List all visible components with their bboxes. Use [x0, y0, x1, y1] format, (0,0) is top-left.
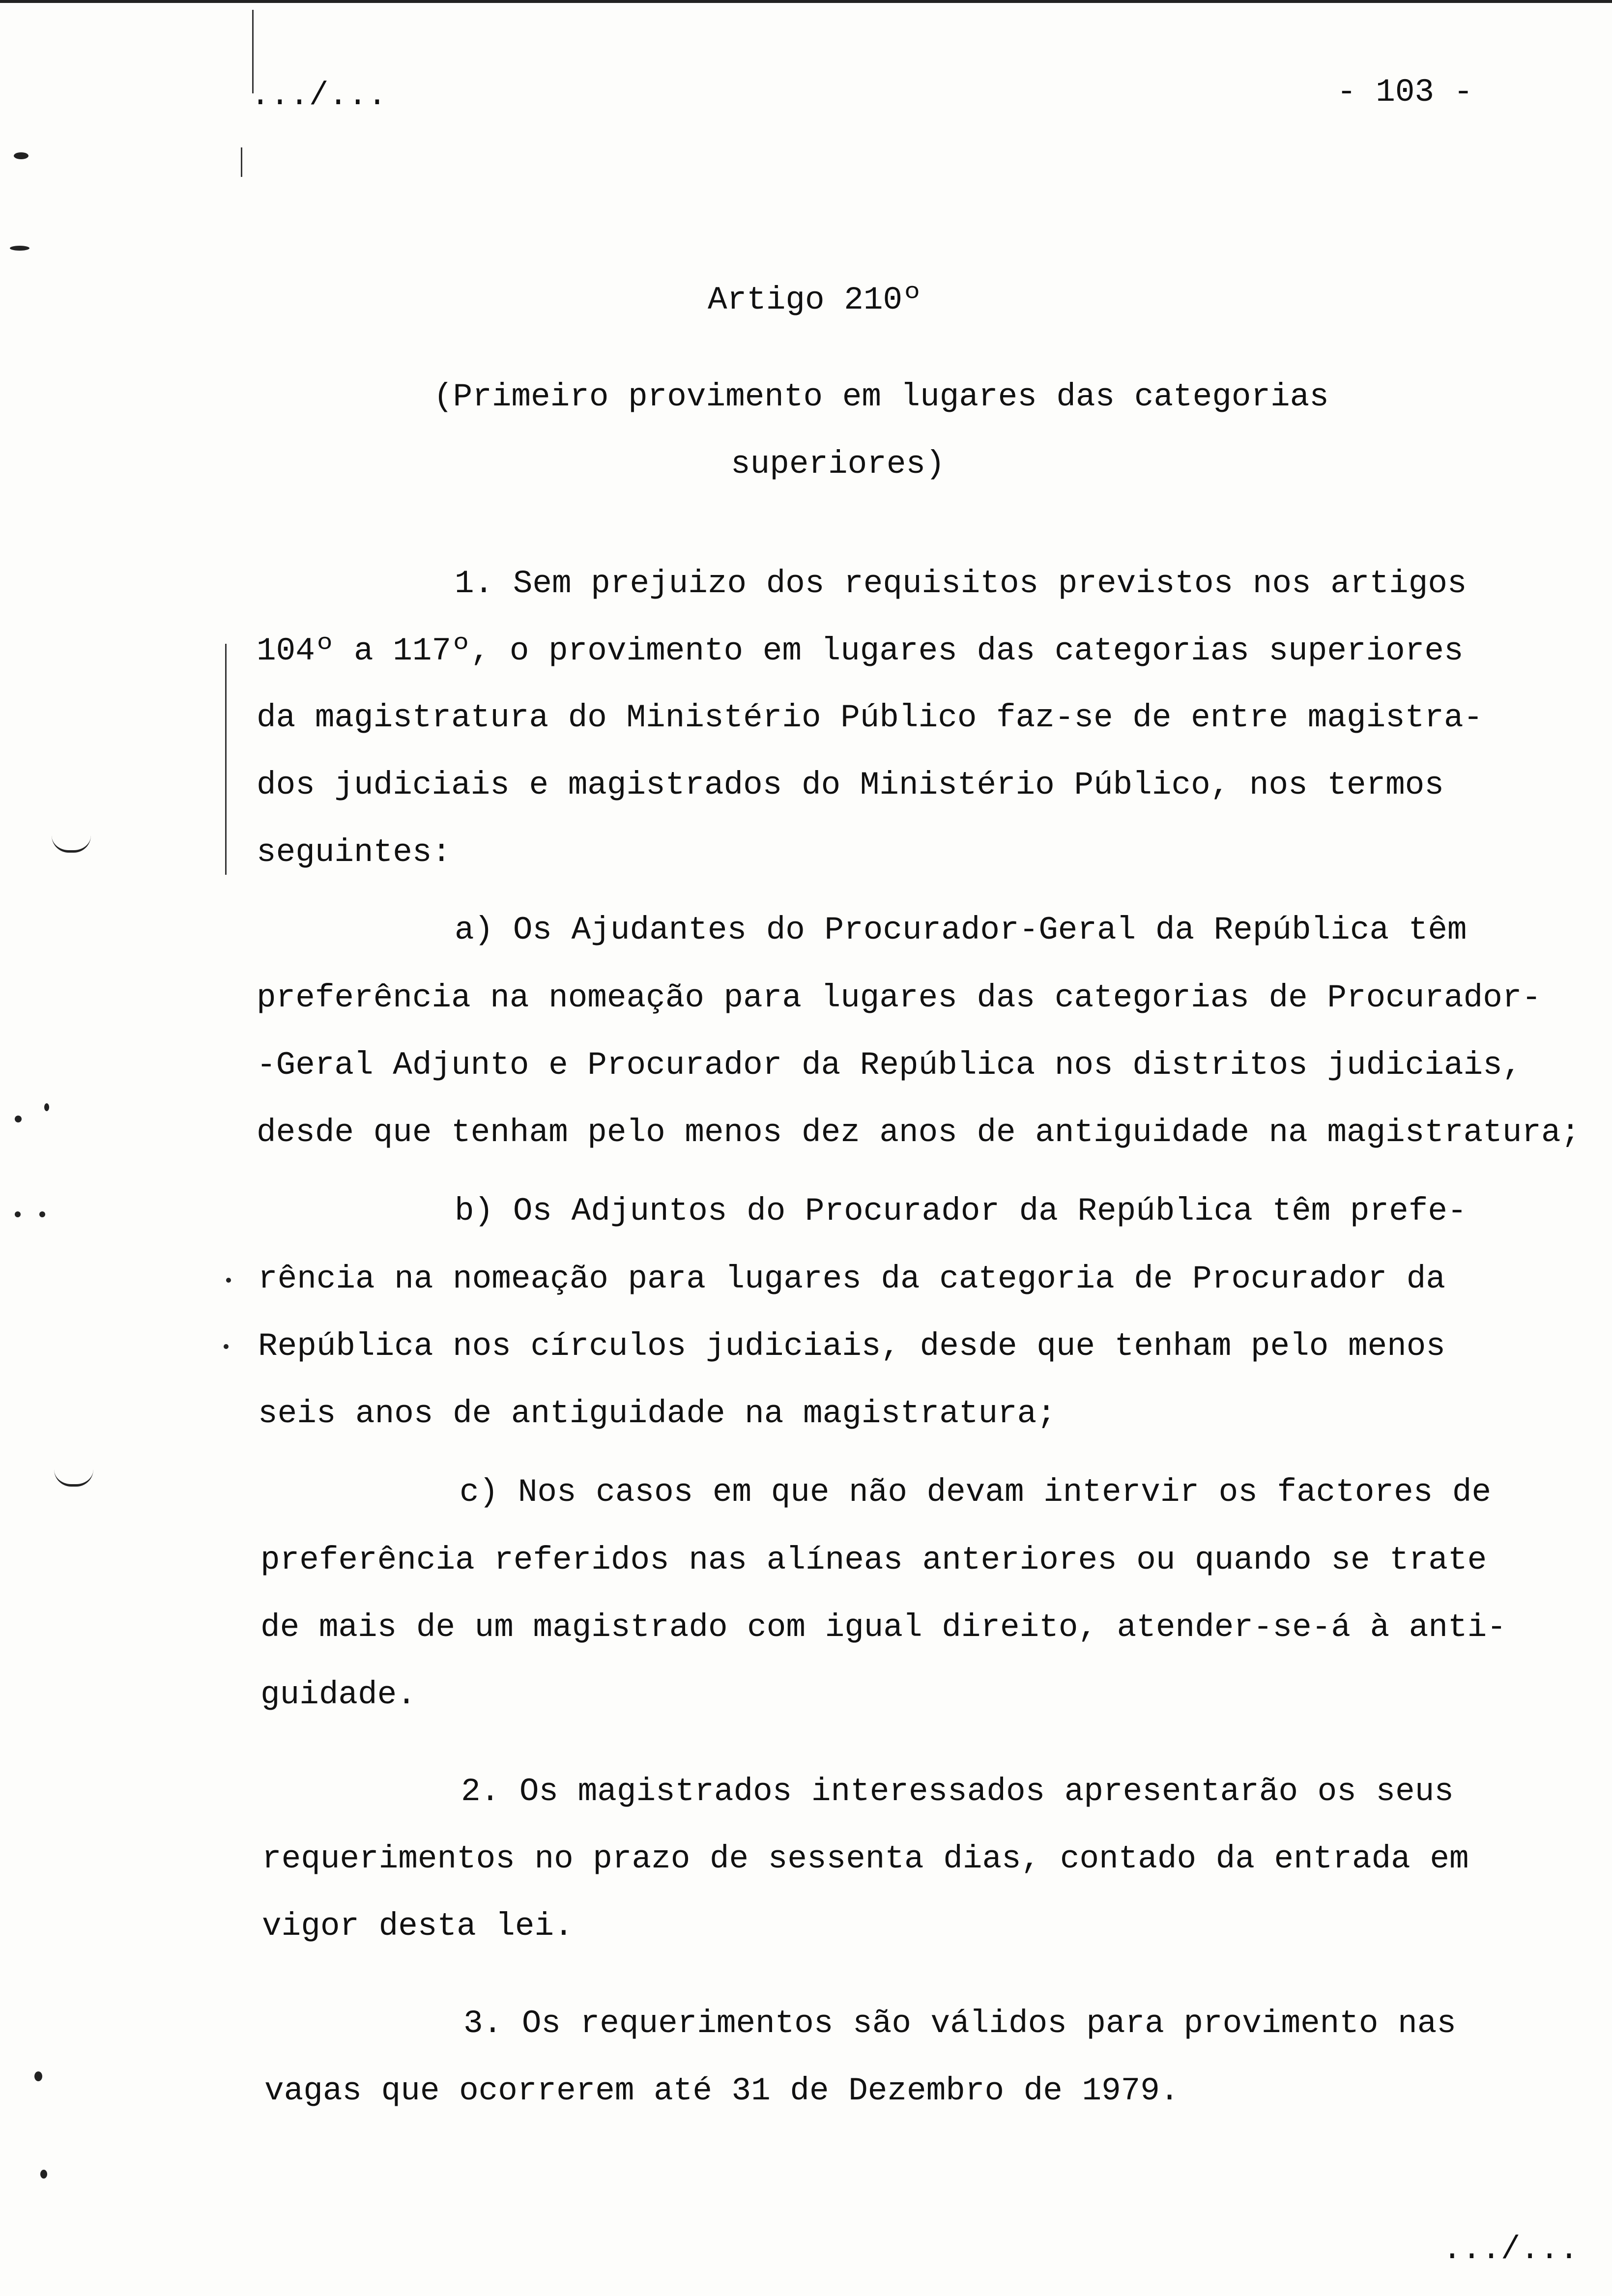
top-edge-line: [0, 0, 1612, 3]
body-line: de mais de um magistrado com igual direito, atender-se-á à anti-: [260, 1609, 1506, 1646]
body-line: 104º a 117º, o provimento em lugares das categorias superiores: [257, 632, 1464, 669]
body-line: -Geral Adjunto e Procurador da República nos distritos judiciais,: [257, 1047, 1522, 1084]
margin-curve: [52, 835, 91, 853]
body-line: seis anos de antiguidade na magistratura;: [258, 1395, 1056, 1432]
body-line: desde que tenham pelo menos dez anos de antiguidade na magistratura;: [257, 1114, 1581, 1151]
body-line: 2. Os magistrados interessados apresentarão os seus: [461, 1773, 1454, 1810]
header-continuation: .../...: [251, 77, 387, 114]
footer-continuation: .../...: [1442, 2231, 1579, 2268]
margin-speck: [44, 1103, 49, 1111]
margin-speck: [14, 152, 29, 159]
body-line: preferência na nomeação para lugares das categorias de Procurador-: [257, 979, 1542, 1016]
body-line: 3. Os requerimentos são válidos para provimento nas: [463, 2005, 1456, 2042]
body-line: c) Nos casos em que não devam intervir os factores de: [460, 1474, 1492, 1511]
article-subtitle-line-2: superiores): [731, 446, 945, 483]
margin-speck: [40, 2170, 47, 2179]
body-line: a) Os Ajudantes do Procurador-Geral da República têm: [455, 912, 1467, 948]
body-line: guidade.: [260, 1676, 416, 1713]
article-title: Artigo 210º: [708, 282, 922, 318]
margin-speck: [34, 2071, 42, 2081]
body-line: da magistratura do Ministério Público faz-se de entre magistra-: [257, 699, 1483, 736]
margin-mark: [241, 147, 242, 177]
margin-speck: [224, 1344, 229, 1349]
body-line: vigor desta lei.: [262, 1908, 574, 1945]
body-line: República nos círculos judiciais, desde que tenham pelo menos: [258, 1328, 1445, 1365]
margin-speck: [226, 1278, 231, 1283]
body-line: dos judiciais e magistrados do Ministério Público, nos termos: [257, 767, 1444, 804]
article-subtitle-line-1: (Primeiro provimento em lugares das categorias: [433, 378, 1329, 415]
margin-curve: [54, 1469, 93, 1487]
page-number: - 103 -: [1337, 74, 1473, 111]
body-line: vagas que ocorrerem até 31 de Dezembro de 1979.: [264, 2072, 1180, 2109]
body-line: b) Os Adjuntos do Procurador da República têm prefe-: [455, 1193, 1467, 1230]
body-line: requerimentos no prazo de sessenta dias, contado da entrada em: [262, 1840, 1469, 1877]
margin-bracket-line: [225, 644, 227, 875]
body-line: rência na nomeação para lugares da categoria de Procurador da: [258, 1261, 1445, 1297]
margin-speck: [10, 246, 29, 251]
margin-speck: [15, 1116, 22, 1122]
margin-speck: [39, 1211, 45, 1217]
body-line: seguintes:: [257, 834, 452, 871]
body-line: preferência referidos nas alíneas anteriores ou quando se trate: [260, 1542, 1487, 1578]
body-line: 1. Sem prejuizo dos requisitos previstos nos artigos: [455, 565, 1467, 602]
margin-speck: [15, 1211, 21, 1217]
